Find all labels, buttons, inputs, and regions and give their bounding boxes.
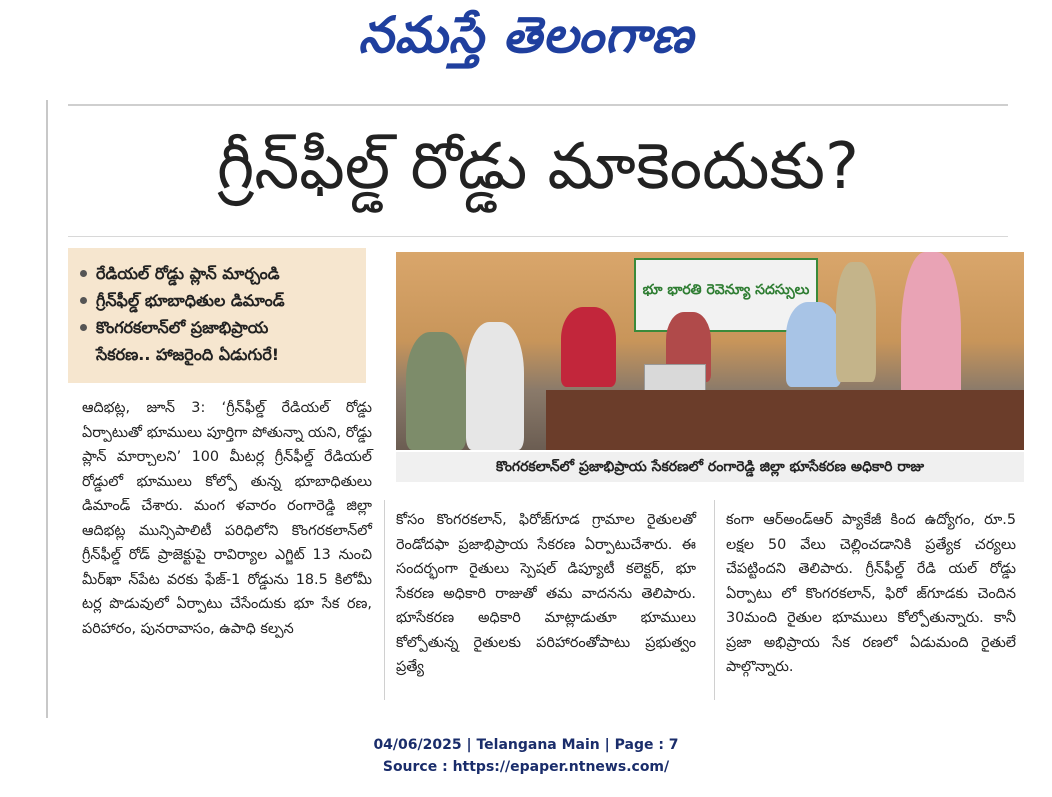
article-headline: గ్రీన్‌ఫీల్డ్ రోడ్డు మాకెందుకు?	[217, 130, 859, 204]
article-column-3: కంగా ఆర్‌అండ్‌ఆర్ ప్యాకేజీ కింద ఉద్యోగం, రూ.5 లక్షల 50 వేలు చెల్లించడానికి ప్రత్యేక చర్యలు చేపట్టిందని తెలిపారు. గ్రీన్‌ఫీల్డ్ రేడి యల్ రోడ్డు ఏర్పాటు లో కొంగరకలాన్, ఫిరో జ్‌గూడకు చెందిన 30మంది రైతుల భూములు కోల్పోతున్నారు. కానీ ప్రజా అభిప్రాయ సేక రణలో ఏడుమంది రైతులే పాల్గొన్నారు.	[726, 512, 1016, 675]
article-column-1: ఆదిభట్ల, జూన్ 3: ‘గ్రీన్‌ఫీల్డ్ రేడియల్ రోడ్డు ఏర్పాటుతో భూములు పూర్తిగా పోతున్నా యని, రోడ్డు ప్లాన్ మార్చాలని’ 100 మీటర్ల గ్రీన్‌ఫీల్డ్ రేడియల్ రోడ్డులో భూములు కోల్పో తున్న భూబాధితులు డిమాండ్ చేశారు. మంగ ళవారం రంగారెడ్డి జిల్లా ఆదిభట్ల మున్సిపాలిటీ పరిధిలోని కొంగరకలాన్‌లో గ్రీన్‌ఫీల్డ్ రోడ్ ప్రాజెక్టుపై రావిర్యాల ఎగ్జిట్ 13 నుంచి మీర్‌ఖా న్‌పేట వరకు ఫేజ్-1 రోడ్డును 18.5 కిలోమీ టర్ల పొడువులో ఏర్పాటు చేసేందుకు భూ సేక రణ, పరిహారం, పునరావాసం, ఉపాధి కల్పన	[82, 400, 372, 637]
person-figure	[561, 307, 616, 387]
person-figure	[406, 332, 466, 450]
divider-rule	[68, 104, 1008, 106]
photo-caption: కొంగరకలాన్‌లో ప్రజాభిప్రాయ సేకరణలో రంగారెడ్డి జిల్లా భూసేకరణ అధికారి రాజు	[396, 452, 1024, 482]
sub-point-text: కొంగరకలాన్‌లో ప్రజాభిప్రాయ	[96, 318, 269, 337]
bullet-icon	[80, 270, 87, 277]
subheadline-box	[68, 248, 366, 383]
sub-point-text: సేకరణ.. హాజరైంది ఏడుగురే!	[96, 345, 280, 364]
divider-rule	[68, 236, 1008, 237]
article-column-2: కోసం కొంగరకలాన్, ఫిరోజ్‌గూడ గ్రామాల రైతులతో రెండోదఫా ప్రజాభిప్రాయ సేకరణ ఏర్పాటుచేశారు. ఈ సందర్భంగా రైతులు స్పెషల్ డిప్యూటీ కలెక్టర్, భూ సేకరణ అధికారి రాజుతో తమ వాదనను తెలిపారు. భూసేకరణ అధికారి మాట్లాడుతూ భూములు కోల్పోతున్న రైతులకు పరిహారంతోపాటు ప్రభుత్వం ప్రత్యే	[396, 512, 696, 675]
news-photo	[396, 252, 1024, 450]
bullet-icon	[80, 297, 87, 304]
column-separator	[384, 500, 385, 700]
sub-point-continuation	[80, 341, 356, 368]
sub-point	[80, 287, 356, 314]
column-separator	[714, 500, 715, 700]
sub-point-text: రేడియల్ రోడ్డు ప్లాన్ మార్చండి	[96, 264, 280, 283]
person-figure	[466, 322, 524, 450]
sub-point	[80, 314, 356, 341]
page-footer	[0, 734, 1052, 778]
sub-point-text: గ్రీన్‌ఫీల్డ్ భూబాధితుల డిమాండ్	[96, 291, 285, 310]
desk	[546, 390, 1024, 450]
banner-text: భూ భారతి రెవెన్యూ సదస్సులు	[642, 282, 810, 298]
footer-date-line: 04/06/2025 | Telangana Main | Page : 7	[373, 737, 679, 753]
person-figure	[786, 302, 841, 387]
footer-source-line: Source : https://epaper.ntnews.com/	[382, 759, 670, 775]
left-margin-line	[46, 100, 48, 718]
masthead-logo: నమస్తే తెలంగాణ	[358, 6, 694, 64]
sub-point	[80, 260, 356, 287]
person-figure	[836, 262, 876, 382]
bullet-icon	[80, 324, 87, 331]
